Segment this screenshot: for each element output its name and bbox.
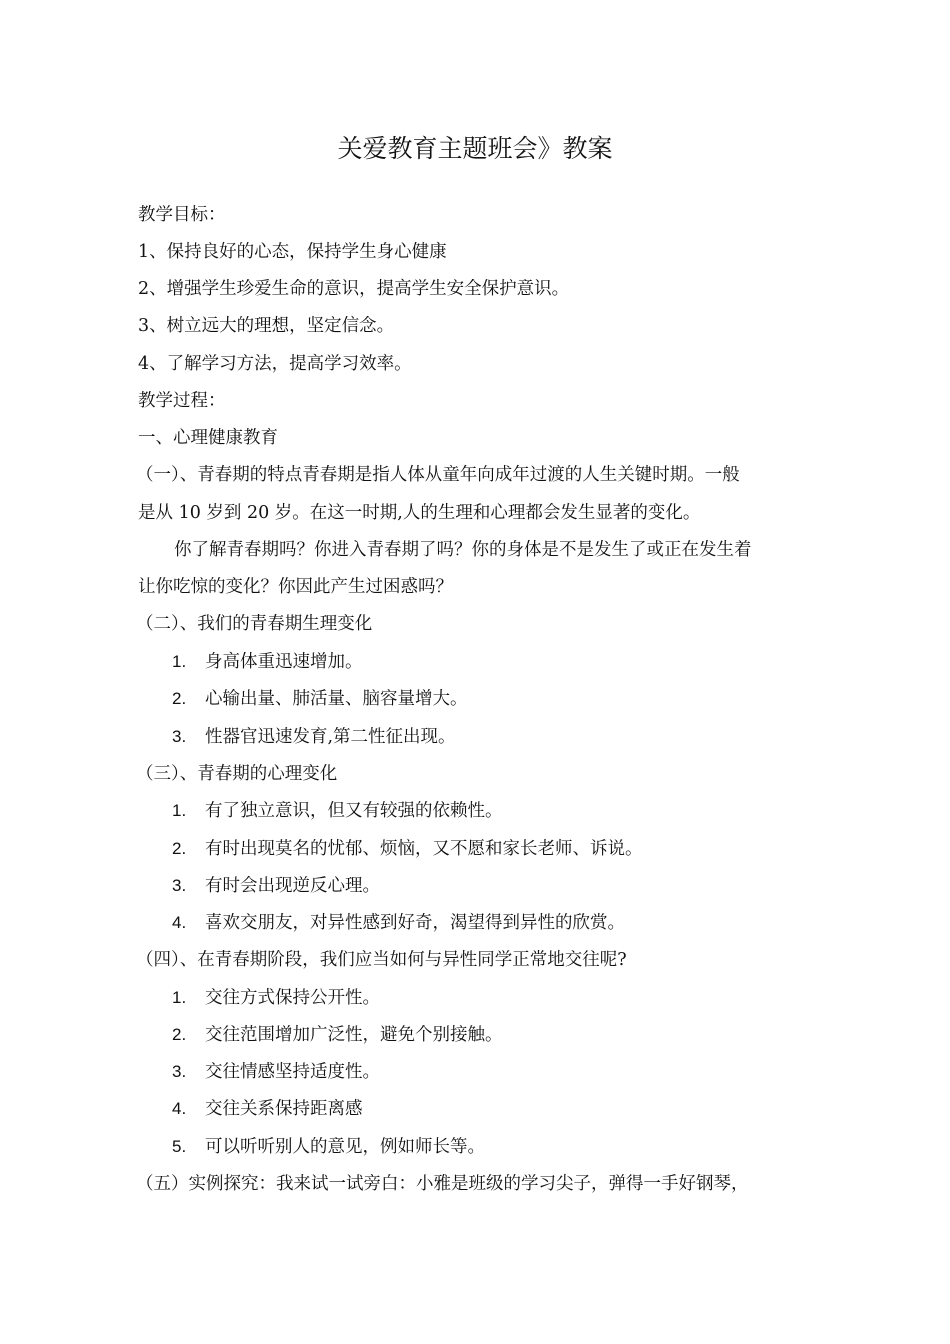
page-title: 关爱教育主题班会》教案 bbox=[337, 134, 613, 163]
list-item: 可以听听别人的意见，例如师长等。 bbox=[205, 1137, 485, 1157]
list-item: 有时会出现逆反心理。 bbox=[205, 876, 380, 896]
list-item: 有了独立意识，但又有较强的依赖性。 bbox=[205, 801, 503, 821]
paragraph-line: 让你吃惊的变化？你因此产生过困惑吗？ bbox=[138, 577, 453, 597]
list-item: 性器官迅速发育,第二性征出现。 bbox=[205, 727, 456, 747]
subsection-heading: （三）、青春期的心理变化 bbox=[136, 764, 338, 784]
list-item: 交往范围增加广泛性，避免个别接触。 bbox=[205, 1025, 503, 1045]
subsection-heading: （五）实例探究：我来试一试旁白：小雅是班级的学习尖子，弹得一手好钢琴， bbox=[136, 1174, 749, 1194]
list-number: 4. bbox=[172, 913, 187, 932]
list-item: 心输出量、肺活量、脑容量增大。 bbox=[205, 689, 468, 709]
list-item: 交往关系保持距离感 bbox=[205, 1099, 363, 1119]
list-number: 2. bbox=[172, 689, 187, 708]
list-item: 身高体重迅速增加。 bbox=[205, 652, 363, 672]
list-number: 3. bbox=[172, 1062, 187, 1081]
goal-item: 3、树立远大的理想，坚定信念。 bbox=[138, 316, 395, 336]
list-number: 2. bbox=[172, 1025, 187, 1044]
list-number: 3. bbox=[172, 727, 187, 746]
list-item: 交往情感坚持适度性。 bbox=[205, 1062, 380, 1082]
goals-heading: 教学目标： bbox=[138, 205, 226, 225]
goal-item: 4、了解学习方法，提高学习效率。 bbox=[138, 354, 412, 374]
list-item: 喜欢交朋友，对异性感到好奇，渴望得到异性的欣赏。 bbox=[205, 913, 625, 933]
list-number: 1. bbox=[172, 801, 187, 820]
list-item: 有时出现莫名的忧郁、烦恼，又不愿和家长老师、诉说。 bbox=[205, 839, 643, 859]
subsection-heading: （四）、在青春期阶段，我们应当如何与异性同学正常地交往呢? bbox=[136, 950, 627, 970]
paragraph-line: 是从 10 岁到 20 岁。在这一时期,人的生理和心理都会发生显著的变化。 bbox=[138, 503, 701, 523]
list-number: 5. bbox=[172, 1137, 187, 1156]
process-heading: 教学过程： bbox=[138, 391, 226, 411]
section-heading: 一、心理健康教育 bbox=[138, 428, 278, 448]
list-item: 交往方式保持公开性。 bbox=[205, 988, 380, 1008]
goal-item: 2、增强学生珍爱生命的意识，提高学生安全保护意识。 bbox=[138, 279, 570, 299]
list-number: 1. bbox=[172, 988, 187, 1007]
paragraph-line: （一）、青春期的特点青春期是指人体从童年向成年过渡的人生关键时期。一般 bbox=[136, 465, 740, 485]
goal-item: 1、保持良好的心态，保持学生身心健康 bbox=[138, 242, 447, 262]
list-number: 3. bbox=[172, 876, 187, 895]
subsection-heading: （二）、我们的青春期生理变化 bbox=[136, 614, 373, 634]
list-number: 1. bbox=[172, 652, 187, 671]
list-number: 4. bbox=[172, 1099, 187, 1118]
paragraph-line: 你了解青春期吗？你进入青春期了吗？你的身体是不是发生了或正在发生着 bbox=[174, 540, 752, 560]
list-number: 2. bbox=[172, 839, 187, 858]
